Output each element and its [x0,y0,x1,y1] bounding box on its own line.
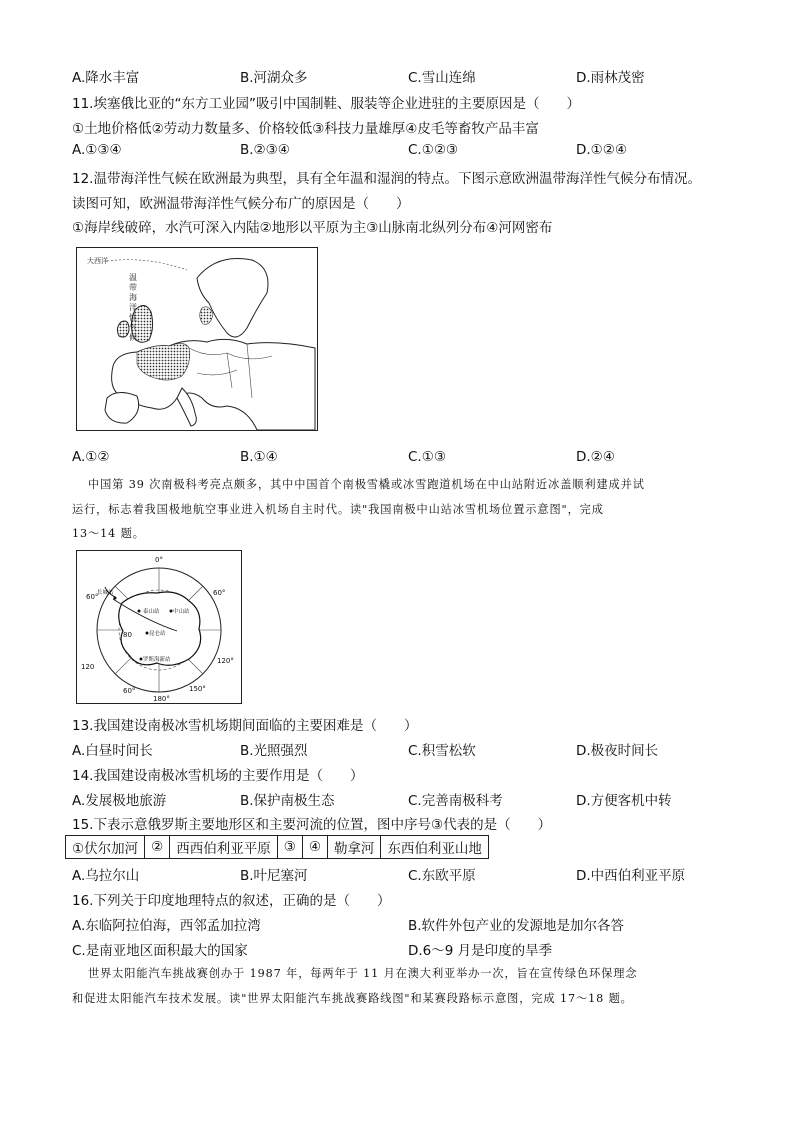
q14-option-b[interactable]: B.保护南极生态 [240,793,335,809]
station-dot-zhongshan [170,610,173,613]
table-cell: 西西伯利亚平原 [170,836,278,859]
station-zhongshan: 中山站 [173,609,190,615]
scandinavia-outline [197,258,268,337]
antarctic-map-svg [77,551,241,703]
q10-option-b[interactable]: B.河湖众多 [240,70,308,86]
antarctic-passage-line1: 中国第 39 次南极科考亮点颇多，其中中国首个南极雪橇或冰雪跑道机场在中山站附近冰盖顺利建成并试 [88,478,645,491]
table-cell: 东西伯利亚山地 [381,836,489,859]
station-kunlun: 昆仑站 [149,631,166,637]
table-cell: 勒拿河 [327,836,381,859]
q14-option-c[interactable]: C.完善南极科考 [408,793,503,809]
climate-vertical-label [129,273,137,342]
q15-stem: 15.下表示意俄罗斯主要地形区和主要河流的位置，图中序号③代表的是（ ） [72,817,552,833]
q16-option-c[interactable]: C.是南亚地区面积最大的国家 [72,943,248,959]
q14-option-a[interactable]: A.发展极地旅游 [72,793,167,809]
q16-option-a[interactable]: A.东临阿拉伯海，西邻孟加拉湾 [72,918,261,934]
q12-option-d[interactable]: D.②④ [576,449,615,465]
svg-text:候: 候 [129,333,137,342]
q12-factors: ①海岸线破碎，水汽可深入内陆②地形以平原为主③山脉南北纵列分布④河网密布 [72,220,553,236]
station-dot-taishan [138,610,141,613]
q10-option-a[interactable]: A.降水丰富 [72,70,140,86]
q10-option-c[interactable]: C.雪山连绵 [408,70,476,86]
station-ross-sea: 罗斯海新站 [143,657,171,663]
iberia-outline [105,392,139,423]
q14-stem: 14.我国建设南极冰雪机场的主要作用是（ ） [72,768,364,784]
q11-option-d[interactable]: D.①②④ [576,142,627,158]
solar-passage-line1: 世界太阳能汽车挑战赛创办于 1987 年，每两年于 11 月在澳大利亚举办一次，旨在宣传绿色环保理念 [88,967,638,980]
label-60-right: 60° [213,589,226,597]
q12-stem-line2: 读图可知，欧洲温带海洋性气候分布广的原因是（ ） [72,196,410,212]
q10-option-d[interactable]: D.雨林茂密 [576,70,645,86]
table-cell: ③ [277,836,302,859]
q13-stem: 13.我国建设南极冰雪机场期间面临的主要困难是（ ） [72,718,418,734]
ireland-outline [117,321,129,337]
europe-climate-map [76,247,318,431]
antarctica-outline [119,592,201,665]
table-cell: ①伏尔加河 [66,836,145,859]
svg-text:海: 海 [129,293,137,302]
svg-text:洋: 洋 [129,303,137,312]
q11-factors: ①土地价格低②劳动力数量多、价格较低③科技力量雄厚④皮毛等畜牧产品丰富 [72,121,539,137]
svg-text:带: 带 [129,283,137,292]
maritime-climate-norway [200,307,213,324]
solar-passage-line2: 和促进太阳能汽车技术发展。读"世界太阳能汽车挑战赛路线图"和某赛段路标示意图，完成 17～18 题。 [72,992,633,1005]
q13-option-a[interactable]: A.白昼时间长 [72,743,153,759]
label-120-right: 120° [217,657,234,665]
q12-option-a[interactable]: A.①② [72,449,110,465]
station-dot-great-wall [114,597,117,600]
q13-option-b[interactable]: B.光照强烈 [240,743,308,759]
antarctic-passage-line3: 13～14 题。 [72,527,145,540]
q15-option-c[interactable]: C.东欧平原 [408,868,476,884]
station-taishan: 泰山站 [143,609,160,615]
antarctic-station-map [76,550,242,704]
q14-option-d[interactable]: D.方便客机中转 [576,793,672,809]
station-dot-ross-sea [140,658,143,661]
svg-text:温: 温 [129,273,137,282]
label-leader-line [107,260,187,270]
europe-map-svg [77,248,317,430]
antarctic-passage-line2: 运行，标志着我国极地航空事业进入机场自主时代。读"我国南极中山站冰雪机场位置示意图"，完成 [72,503,604,516]
q12-option-b[interactable]: B.①④ [240,449,278,465]
table-cell: ④ [302,836,327,859]
q16-stem: 16.下列关于印度地理特点的叙述，正确的是（ ） [72,893,391,909]
q13-option-d[interactable]: D.极夜时间长 [576,743,659,759]
station-dot-kunlun [146,632,149,635]
q11-stem: 11.埃塞俄比亚的“东方工业园”吸引中国制鞋、服装等企业进驻的主要原因是（ ） [72,96,580,112]
q16-option-d[interactable]: D.6～9 月是印度的旱季 [408,943,553,959]
label-0deg: 0° [155,556,163,564]
label-180: 180° [153,695,170,703]
svg-text:气: 气 [129,323,137,332]
label-150: 150° [189,685,206,693]
russia-terrain-table [65,835,489,859]
q11-option-a[interactable]: A.①③④ [72,142,122,158]
label-120-left: 120 [81,663,95,671]
q11-option-c[interactable]: C.①②③ [408,142,459,158]
q12-option-c[interactable]: C.①③ [408,449,446,465]
station-great-wall: 长城站 [97,590,114,596]
svg-text:性: 性 [129,313,137,322]
table-row [66,836,489,859]
label-lat-80: 80 [123,631,132,639]
ocean-label: 大西洋 [87,257,108,265]
table-cell: ② [145,836,170,859]
q15-option-d[interactable]: D.中西伯利亚平原 [576,868,686,884]
label-60-left: 60° [86,593,99,601]
q15-option-b[interactable]: B.叶尼塞河 [240,868,308,884]
q16-option-b[interactable]: B.软件外包产业的发源地是加尔各答 [408,918,625,934]
q15-option-a[interactable]: A.乌拉尔山 [72,868,140,884]
q13-option-c[interactable]: C.积雪松软 [408,743,476,759]
q12-stem-line1: 12.温带海洋性气候在欧洲最为典型，具有全年温和湿润的特点。下图示意欧洲温带海洋性气候分布情况。 [72,171,701,187]
label-60-bottom: 60° [123,687,136,695]
q11-option-b[interactable]: B.②③④ [240,142,290,158]
